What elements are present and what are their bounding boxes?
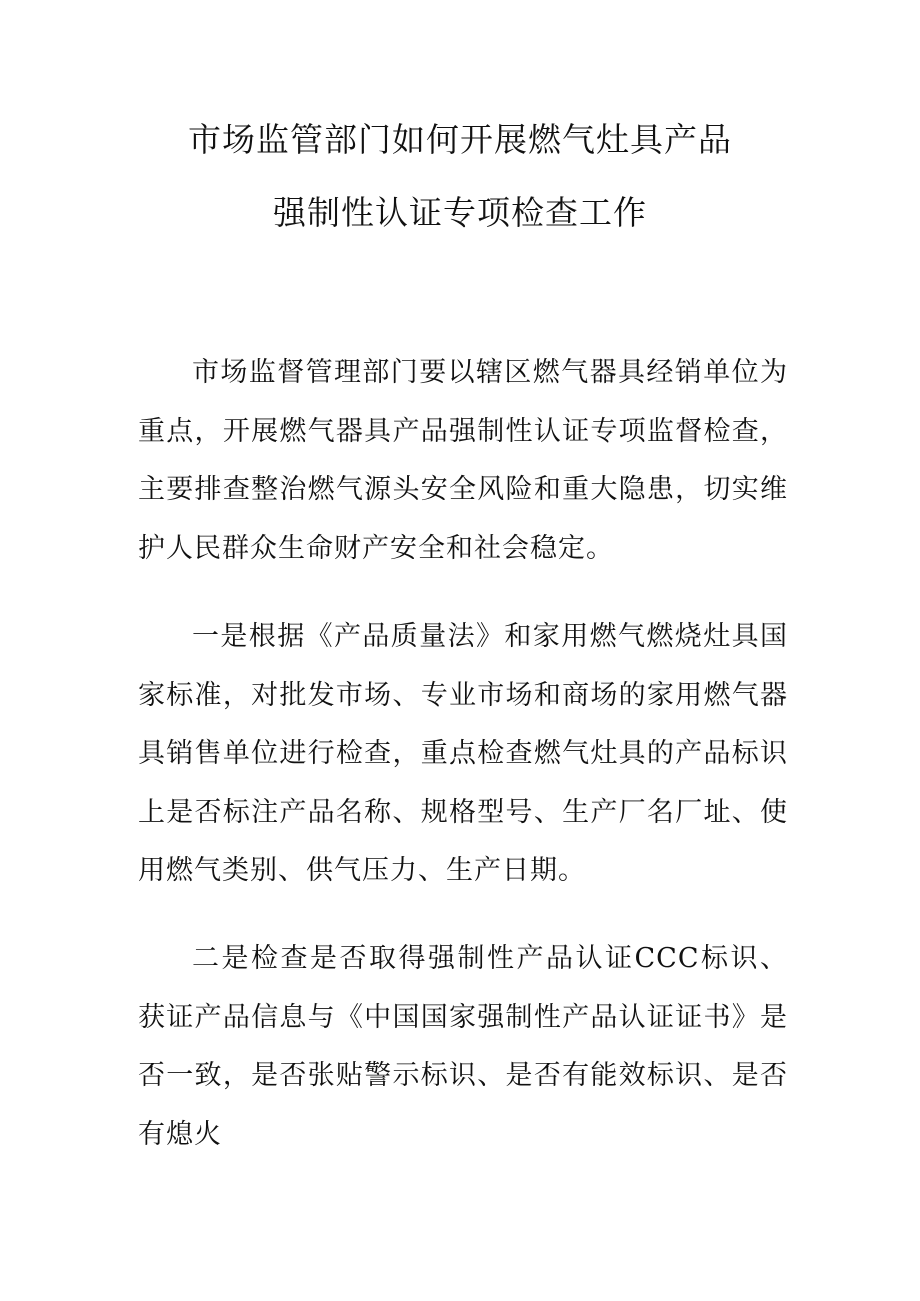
paragraph-item-two: 二是检查是否取得强制性产品认证CCC标识、获证产品信息与《中国国家强制性产品认证证书》是否一致，是否张贴警示标识、是否有能效标识、是否有熄火 — [138, 943, 788, 1150]
document-title-line-1: 市场监管部门如何开展燃气灶具产品 — [188, 120, 732, 159]
document-title-line-2: 强制性认证专项检查工作 — [273, 193, 647, 232]
paragraph-item-one: 一是根据《产品质量法》和家用燃气燃烧灶具国家标准，对批发市场、专业市场和商场的家用燃气器具销售单位进行检查，重点检查燃气灶具的产品标识上是否标注产品名称、规格型号、生产厂名厂址、使用燃气类别、供气压力、生产日期。 — [138, 621, 788, 886]
paragraph-intro: 市场监督管理部门要以辖区燃气器具经销单位为重点，开展燃气器具产品强制性认证专项监督检查，主要排查整治燃气源头安全风险和重大隐患，切实维护人民群众生命财产安全和社会稳定。 — [138, 357, 788, 564]
